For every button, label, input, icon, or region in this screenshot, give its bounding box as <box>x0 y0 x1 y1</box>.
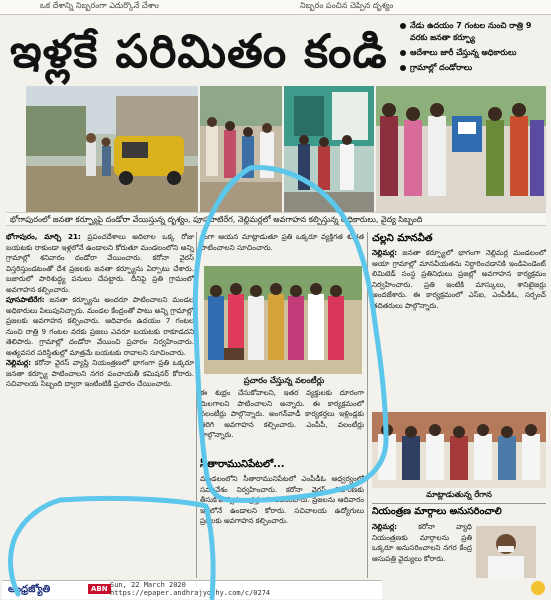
column-1 <box>6 232 194 578</box>
column-1-paragraph-2: జనతా కర్ఫ్యూను అందరూ పాటించాలని మండల అధికారులు పిలుపునిచ్చారు. మండల కేంద్రంతో పాటు అన్ని గ్రామాల్లో ప్రజలకు అవగాహన కల్పించారు. ఆదివారం ఉదయం 7 గంటల నుంచి రాత్రి 9 గంటల వరకు ప్రజలు ఎవరూ బయటకు రాకూడదని తెలిపారు. గ్రామాల్లో దండోరా వేయించి ప్రచారం నిర్వహించారు. అత్యవసర పరిస్థితుల్లో మాత్రమే బయటకు రావాలని సూచించారు. <box>6 295 194 357</box>
top-strip <box>0 0 551 15</box>
volunteers-caption: ప్రచారం చేస్తున్న వలంటీర్లు <box>243 376 325 385</box>
top-strip-left-text: ఒక దేశాన్ని నిబ్బరంగా ఎదుర్కొనే చేశాం <box>40 1 159 10</box>
column-2-intro: రంగా ఆయన మాట్లాడుతూ ప్రతి ఒక్కరూ వ్యక్తిగత శుభ్రత పాటించాలని సూచించారు. <box>200 232 364 252</box>
box-divider <box>372 503 546 504</box>
photo-nellimarla <box>284 86 374 212</box>
column-2-paragraph: ఈ శుభ్రం చేసుకోవాలని, ఇతర వ్యక్తులకు దూరంగా మెలగాలని పాటించాలని అన్నారు. ఈ కార్యక్రమంలో వలంటీర్లు పాల్గొన్నారు. అంగన్‌వాడీ కార్యకర్తలు ఇళ్లిండ్లకు తిరిగి అవగాహన కల్పించారు. ఎంపీపీ, వలంటీర్లు పాల్గొన్నారు. <box>200 388 364 439</box>
meeting-caption: మాట్లాడుతున్న రేగాన <box>426 490 492 499</box>
bullet-item: నేడు ఉదయం 7 గంటల నుంచి రాత్రి 9 వరకు జనతా కర్ఫ్యూ <box>400 20 548 44</box>
column-3-paragraph: జనతా కర్ఫ్యూలో భాగంగా నెల్లిమర్ల మండలంలో ఆయా గ్రామాల్లో మానవీయతను నిర్ధారించడానికి ఇండిపెండెంట్ లిమిటెడ్ సంస్థ ప్రతినిధులు ప్రజల్లో అవగాహన కార్యక్రమం నిర్వహించారు. ప్రతి ఇంటికి మాస్కులు, శానిటైజర్లు అందజేశారు. ఈ కార్యక్రమంలో ఎస్‌ఐ, ఎంపీడీఓ, సర్పంచ్ తదితరులు పాల్గొన్నారు. <box>372 248 546 310</box>
column-3-body <box>372 248 546 408</box>
column-1-paragraph-3: కరోనా వైరస్ వ్యాప్తి నియంత్రణలో భాగంగా ప్రతి ఒక్కరూ జనతా కర్ఫ్యూ పాటించాలని నగర పంచాయతీ కమిషనర్ కోరారు. సచివాలయ సిబ్బంది ద్వారా ఇంటింటికీ ప్రచారం చేయించారు. <box>6 358 194 388</box>
box-body <box>372 522 472 578</box>
photo-medical-staff <box>376 86 546 212</box>
photo-doctor <box>476 526 536 578</box>
bullet-item: ఆదేశాలు జారీ చేస్తున్న అధికారులు <box>400 47 548 59</box>
column-2-paragraph-2: మండలంలోని సీతారామునిపేటలో ఎంపీడీఓ ఆధ్వర్యంలో సమావేశం నిర్వహించారు. కరోనా వైరస్ నివారణకు తీసుకోవాల్సిన జాగ్రత్తలను వివరించారు. ప్రజలను ఆదివారం ఇళ్లలోనే ఉండాలని కోరారు. సచివాలయ ఉద్యోగులు ప్రజలకు అవగాహన కల్పించారు. <box>200 474 364 525</box>
stamp-url[interactable]: https://epaper.andhrajyothy.com/c/0274 <box>110 589 271 597</box>
photo-meeting <box>372 412 546 488</box>
top-strip-right-text: నిబ్బరం పంచిన చెప్పిన దృశ్యం <box>300 1 394 10</box>
column-1-subhead: పూసపాటిరేగ: <box>6 295 45 304</box>
box-heading: నియంత్రణ మార్గాలు అనుసరించాలి <box>372 506 502 517</box>
box-subhead: నెల్లిమర్ల: <box>372 522 398 531</box>
column-3-subhead: నెల్లిమర్ల: <box>372 248 398 257</box>
photo-dandora <box>26 86 198 212</box>
dateline: భోగాపురం, మార్చి 21: <box>6 232 81 241</box>
owl-icon <box>531 581 545 595</box>
column-2-subhead: సీతారామునిపేటలో... <box>200 459 285 470</box>
column-divider <box>196 232 197 578</box>
epaper-stamp <box>2 580 382 599</box>
stamp-date: Sun, 22 March 2020 <box>110 581 186 589</box>
photo-volunteers <box>204 266 362 374</box>
photo-pusapatirega <box>200 86 282 212</box>
brand-logo: ఆంధ్రజ్యోతి <box>8 584 51 595</box>
photo-caption: భోగాపురంలో జనతా కర్ఫ్యూపై దండోరా వేయిస్తున్న దృశ్యం, పూసపాటిరేగ, నెల్లిమర్లలో అవగాహన కల్పిస్తున్న అధికారులు, వైద్య సిబ్బంది <box>6 212 546 226</box>
column-1-subhead-2: నెల్లిమర్ల: <box>6 358 32 367</box>
column-divider <box>367 232 368 578</box>
box-paragraph: కరోనా వ్యాధి నియంత్రణకు మార్గాలను ప్రతి ఒక్కరూ అనుసరించాలని నగర కేంద్ర ఆసుపత్రి వైద్యులు కోరారు. <box>372 522 472 563</box>
bullet-list <box>400 20 548 77</box>
abn-badge: ABN <box>88 584 111 594</box>
bullet-item: గ్రామాల్లో దండోరాలు <box>400 62 548 74</box>
column-1-paragraph-1: ప్రపంచదేశాలు అదిలాల ఒక్క రోజు బయటకు రాకుండా ఇళ్లలోనే ఉండాలని కోరుతూ మండలంలోని అన్ని గ్రామాల్లో శనివారం దండోరా వేయించారు. కరోనా వైరస్ విస్తరిస్తుండటంతో దేశ ప్రజలకు జనతా కర్ఫ్యూను ఏర్పాటు చేశారు. బజారులో పారిశుద్ధ్య పనులు చేపట్టారు. దీనిపై ప్రతి గ్రామంలో అవగాహన కల్పించారు. <box>6 232 194 294</box>
headline: ఇళ్లకే పరిమితం కండి <box>10 24 388 78</box>
column-3-heading: చల్లని మానవీత <box>372 233 433 244</box>
